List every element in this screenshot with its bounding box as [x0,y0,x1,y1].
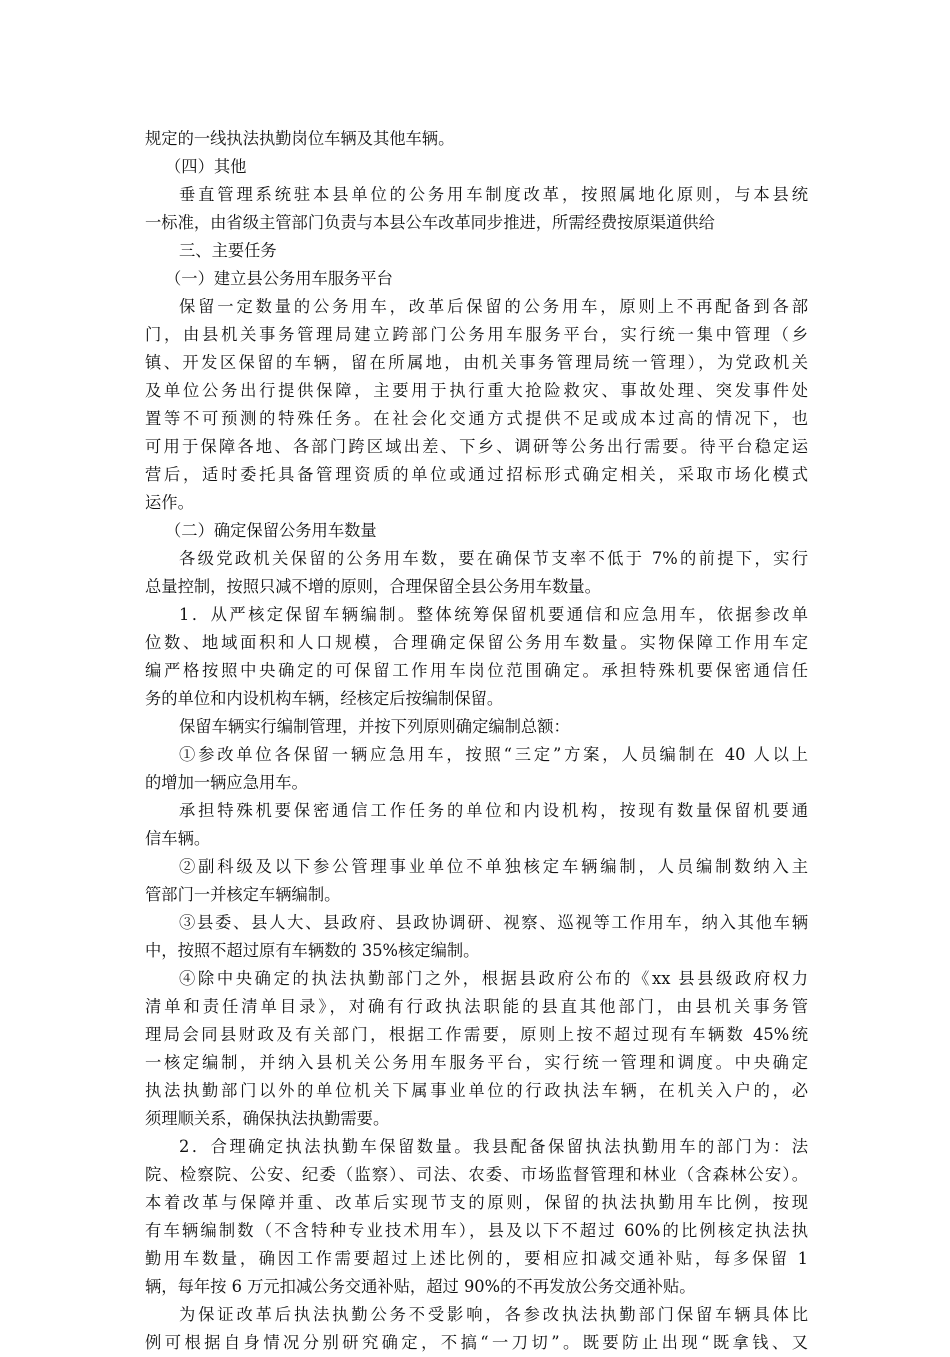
text-line: 置等不可预测的特殊任务。在社会化交通方式提供不足或成本过高的情况下，也 [145,409,808,428]
text-line: 院、检察院、公安、纪委（监察）、司法、农委、市场监督管理和林业（含森林公安）。 [145,1165,808,1184]
text-line: 及单位公务出行提供保障，主要用于执行重大抢险救灾、事故处理、突发事件处 [145,381,808,400]
text-line: 须理顺关系，确保执法执勤需要。 [145,1109,390,1128]
text-line: ②副科级及以下参公管理事业单位不单独核定车辆编制，人员编制数纳入主 [179,857,808,876]
text-line: 执法执勤部门以外的单位机关下属事业单位的行政执法车辆，在机关入户的，必 [145,1081,808,1100]
text-line: 务的单位和内设机构车辆，经核定后按编制保留。 [145,689,504,708]
text-line: 三、主要任务 [179,241,277,260]
text-line: 信车辆。 [145,829,211,848]
text-line: 有车辆编制数（不含特种专业技术用车），县及以下不超过 60%的比例核定执法执 [145,1221,808,1240]
text-line: 编严格按照中央确定的可保留工作用车岗位范围确定。承担特殊机要保密通信任 [145,661,808,680]
text-line: （一）建立县公务用车服务平台 [165,269,393,288]
text-line: 各级党政机关保留的公务用车数，要在确保节支率不低于 7%的前提下，实行 [179,549,808,568]
text-line: 可用于保障各地、各部门跨区域出差、下乡、调研等公务出行需要。待平台稳定运 [145,437,808,456]
text-line: 管部门一并核定车辆编制。 [145,885,341,904]
text-line: 规定的一线执法执勤岗位车辆及其他车辆。 [145,129,455,148]
text-line: ④除中央确定的执法执勤部门之外，根据县政府公布的《xx 县县级政府权力 [179,969,808,988]
text-line: 2．合理确定执法执勤车保留数量。我县配备保留执法执勤用车的部门为：法 [179,1137,808,1156]
text-line: 位数、地域面积和人口规模，合理确定保留公务用车数量。实物保障工作用车定 [145,633,808,652]
text-line: 门，由县机关事务管理局建立跨部门公务用车服务平台，实行统一集中管理（乡 [145,325,808,344]
text-line: 一核定编制，并纳入县机关公务用车服务平台，实行统一管理和调度。中央确定 [145,1053,808,1072]
text-line: 镇、开发区保留的车辆，留在所属地，由机关事务管理局统一管理），为党政机关 [145,353,808,372]
document-body [145,125,808,1357]
text-line: ③县委、县人大、县政府、县政协调研、视察、巡视等工作用车，纳入其他车辆 [179,913,808,932]
text-line: 承担特殊机要保密通信工作任务的单位和内设机构，按现有数量保留机要通 [179,801,808,820]
text-line: （四）其他 [165,157,247,176]
text-line: 的增加一辆应急用车。 [145,773,308,792]
text-line: 营后，适时委托具备管理资质的单位或通过招标形式确定相关，采取市场化模式 [145,465,808,484]
text-line: 1．从严核定保留车辆编制。整体统筹保留机要通信和应急用车，依据参改单 [179,605,808,624]
text-line: 清单和责任清单目录》，对确有行政执法职能的县直其他部门，由县机关事务管 [145,997,808,1016]
text-line: 一标准，由省级主管部门负责与本县公车改革同步推进，所需经费按原渠道供给 [145,213,715,232]
text-line: 辆，每年按 6 万元扣减公务交通补贴，超过 90%的不再发放公务交通补贴。 [145,1277,696,1296]
text-line: （二）确定保留公务用车数量 [165,521,377,540]
text-line: 保留车辆实行编制管理，并按下列原则确定编制总额： [179,717,570,736]
text-line: 为保证改革后执法执勤公务不受影响，各参改执法执勤部门保留车辆具体比 [179,1305,808,1324]
text-line: 本着改革与保障并重、改革后实现节支的原则，保留的执法执勤用车比例，按现 [145,1193,808,1212]
text-line: 保留一定数量的公务用车，改革后保留的公务用车，原则上不再配备到各部 [179,297,808,316]
text-line: 总量控制，按照只减不增的原则，合理保留全县公务用车数量。 [145,577,601,596]
text-line: 勤用车数量，确因工作需要超过上述比例的，要相应扣减交通补贴，每多保留 1 [145,1249,808,1268]
text-line: 例可根据自身情况分别研究确定，不搞“一刀切”。既要防止出现“既拿钱、又 [145,1333,808,1352]
text-line: 运作。 [145,493,194,512]
text-line: 中，按照不超过原有车辆数的 35%核定编制。 [145,941,480,960]
text-line: ①参改单位各保留一辆应急用车，按照“三定”方案，人员编制在 40 人以上 [179,745,808,764]
text-line: 垂直管理系统驻本县单位的公务用车制度改革，按照属地化原则，与本县统 [179,185,808,204]
text-line: 理局会同县财政及有关部门，根据工作需要，原则上按不超过现有车辆数 45%统 [145,1025,808,1044]
